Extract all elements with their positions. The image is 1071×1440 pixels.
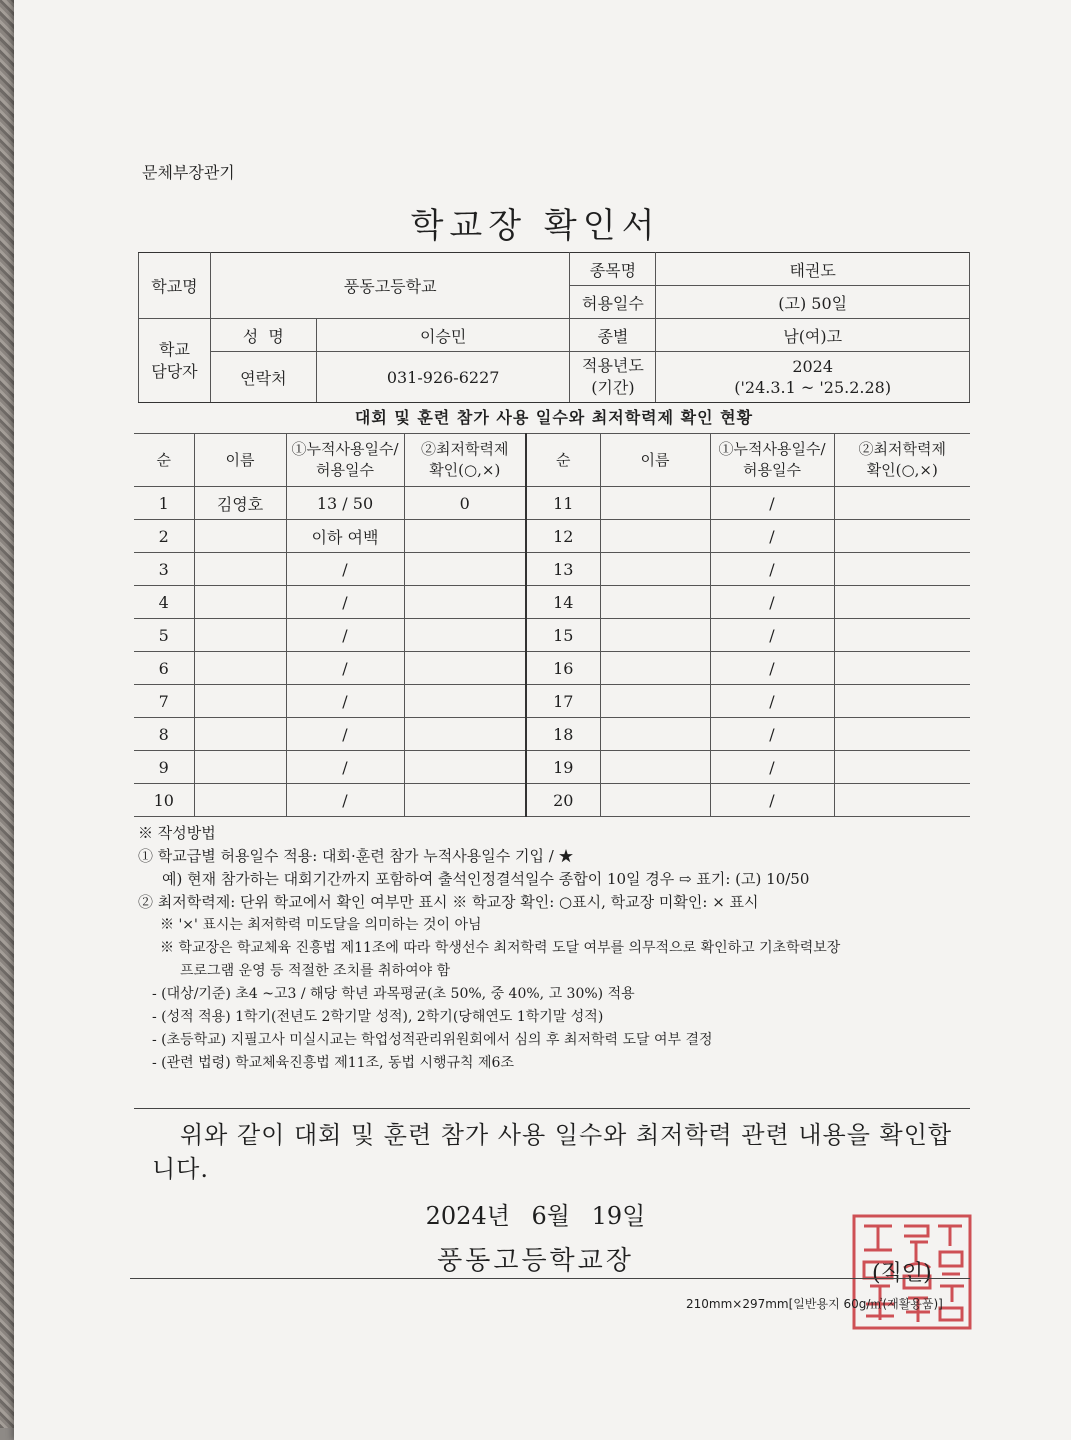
grid-header: ①누적사용일수/ 허용일수 (286, 434, 404, 487)
grid-cell-check1 (404, 652, 526, 685)
grid-cell-name1 (194, 652, 286, 685)
grid-cell-days2: / (710, 586, 834, 619)
grid-cell-n2: 13 (526, 553, 600, 586)
table-row (134, 718, 970, 751)
table-row (134, 685, 970, 718)
grid-cell-check2 (834, 586, 970, 619)
grid-cell-name1 (194, 553, 286, 586)
grid-cell-days1: / (286, 685, 404, 718)
table-row (134, 619, 970, 652)
grid-cell-check1 (404, 553, 526, 586)
grid-cell-check1: 0 (404, 487, 526, 520)
grid-cell-n2: 16 (526, 652, 600, 685)
grid-cell-n2: 18 (526, 718, 600, 751)
grid-cell-check2 (834, 487, 970, 520)
note-2-b: ※ 학교장은 학교체육 진흥법 제11조에 따라 학생선수 최저학력 도달 여부를 의무적으로 확인하고 기초학력보장 (160, 940, 841, 956)
grid-cell-days1: / (286, 751, 404, 784)
grid-cell-name2 (600, 652, 710, 685)
grid-cell-n2: 11 (526, 487, 600, 520)
table-row (134, 553, 970, 586)
grid-cell-name2 (600, 586, 710, 619)
issue-date: 2024년 6월 19일 (425, 1202, 646, 1230)
table-row (134, 784, 970, 817)
grid-cell-n1: 9 (134, 751, 194, 784)
divider (130, 1278, 970, 1279)
table-row (134, 520, 970, 553)
grid-cell-days2: / (710, 751, 834, 784)
paper-spec-footer: 210mm×297mm[일반용지 60g/㎡(재활용품)] (686, 1297, 943, 1311)
grid-cell-check1 (404, 751, 526, 784)
instructions (138, 822, 978, 1075)
note-2-a: ※ '×' 표시는 최저학력 미도달을 의미하는 것이 아님 (160, 917, 482, 933)
divider (134, 1108, 970, 1109)
grid-cell-days1: / (286, 784, 404, 817)
grid-cell-check2 (834, 685, 970, 718)
grid-cell-name1 (194, 718, 286, 751)
grid-cell-n1: 8 (134, 718, 194, 751)
grid-cell-name1: 김영호 (194, 487, 286, 520)
notes-heading: ※ 작성방법 (138, 824, 216, 842)
table-row (134, 487, 970, 520)
detail-4: - (관련 법령) 학교체육진흥법 제11조, 동법 시행규칙 제6조 (152, 1055, 514, 1071)
allowed-value: (고) 50일 (656, 286, 970, 319)
form-label: 문체부장관기 (142, 163, 235, 182)
grid-header: 이름 (600, 434, 710, 487)
grid-cell-check2 (834, 718, 970, 751)
grid-cell-n2: 12 (526, 520, 600, 553)
gender-label: 종별 (570, 319, 656, 352)
grid-header: 순 (134, 434, 194, 487)
grid-cell-days2: / (710, 718, 834, 751)
year-value: 2024 (792, 357, 834, 376)
gender-value: 남(여)고 (656, 319, 970, 352)
sport-label: 종목명 (570, 253, 656, 286)
table-row (134, 586, 970, 619)
table-row (134, 751, 970, 784)
school-name: 풍동고등학교 (210, 253, 570, 319)
contact-label: 연락처 (210, 352, 316, 403)
note-2-c: 프로그램 운영 등 적절한 조치를 취하여야 함 (180, 963, 451, 979)
period-value: ('24.3.1 ~ '25.2.28) (734, 378, 892, 397)
grid-cell-name2 (600, 685, 710, 718)
grid-cell-n1: 10 (134, 784, 194, 817)
grid-cell-days2: / (710, 619, 834, 652)
grid-cell-check2 (834, 751, 970, 784)
grid-cell-name1 (194, 586, 286, 619)
grid-cell-name2 (600, 520, 710, 553)
detail-1: - (대상/기준) 초4 ~고3 / 해당 학년 과목평균(초 50%, 중 40%, 고 30%) 적용 (152, 986, 635, 1002)
name-label: 성 명 (210, 319, 316, 352)
grid-cell-days2: / (710, 652, 834, 685)
sport-value: 태권도 (656, 253, 970, 286)
grid-cell-check2 (834, 652, 970, 685)
usage-grid (134, 433, 970, 817)
grid-cell-n2: 15 (526, 619, 600, 652)
grid-cell-check1 (404, 520, 526, 553)
grid-cell-check1 (404, 784, 526, 817)
grid-header: ②최저학력제 확인(○,×) (404, 434, 526, 487)
info-table (138, 252, 970, 403)
contact-value: 031-926-6227 (316, 352, 570, 403)
note-2: ② 최저학력제: 단위 학교에서 확인 여부만 표시 ※ 학교장 확인: ○표시, 학교장 미확인: × 표시 (138, 893, 759, 911)
grid-cell-name2 (600, 784, 710, 817)
year-cell (656, 352, 970, 403)
detail-3: - (초등학교) 지필고사 미실시교는 학업성적관리위원회에서 심의 후 최저학력 도달 여부 결정 (152, 1032, 713, 1048)
grid-cell-n2: 17 (526, 685, 600, 718)
grid-cell-n1: 7 (134, 685, 194, 718)
grid-cell-check1 (404, 619, 526, 652)
grid-header: ①누적사용일수/ 허용일수 (710, 434, 834, 487)
grid-cell-name2 (600, 487, 710, 520)
confirmation-statement: 위와 같이 대회 및 훈련 참가 사용 일수와 최저학력 관련 내용을 확인합니다. (152, 1121, 953, 1183)
section-title: 대회 및 훈련 참가 사용 일수와 최저학력제 확인 현황 (138, 402, 970, 434)
principal-title: 풍동고등학교장 (437, 1246, 634, 1276)
grid-cell-check1 (404, 718, 526, 751)
grid-header: 순 (526, 434, 600, 487)
grid-cell-check2 (834, 553, 970, 586)
grid-cell-name1 (194, 751, 286, 784)
grid-cell-days1: / (286, 619, 404, 652)
grid-cell-days2: / (710, 784, 834, 817)
grid-cell-n2: 20 (526, 784, 600, 817)
grid-cell-n1: 2 (134, 520, 194, 553)
grid-cell-name2 (600, 751, 710, 784)
allowed-label: 허용일수 (570, 286, 656, 319)
grid-cell-name1 (194, 784, 286, 817)
table-row (134, 652, 970, 685)
grid-header: ②최저학력제 확인(○,×) (834, 434, 970, 487)
grid-cell-name2 (600, 553, 710, 586)
grid-cell-days1: / (286, 586, 404, 619)
grid-cell-n1: 6 (134, 652, 194, 685)
document-title: 학교장 확인서 (410, 206, 661, 246)
name-value: 이승민 (316, 319, 570, 352)
grid-cell-days1: / (286, 652, 404, 685)
grid-cell-days1: 이하 여백 (286, 520, 404, 553)
grid-cell-days1: / (286, 718, 404, 751)
grid-cell-check1 (404, 586, 526, 619)
grid-cell-n2: 19 (526, 751, 600, 784)
grid-cell-n2: 14 (526, 586, 600, 619)
grid-cell-n1: 3 (134, 553, 194, 586)
grid-header-row (134, 434, 970, 487)
grid-cell-days2: / (710, 487, 834, 520)
school-label: 학교명 (139, 253, 211, 319)
grid-cell-n1: 4 (134, 586, 194, 619)
seal-label: (직인) (872, 1261, 932, 1286)
grid-cell-check2 (834, 784, 970, 817)
grid-cell-name1 (194, 685, 286, 718)
grid-cell-n1: 5 (134, 619, 194, 652)
grid-cell-n1: 1 (134, 487, 194, 520)
grid-cell-days2: / (710, 520, 834, 553)
note-1-example: 예) 현재 참가하는 대회기간까지 포함하여 출석인정결석일수 종합이 10일 경우 ⇨ 표기: (고) 10/50 (162, 870, 810, 888)
manager-label: 학교 담당자 (139, 319, 211, 403)
grid-cell-name2 (600, 619, 710, 652)
grid-header: 이름 (194, 434, 286, 487)
grid-cell-check2 (834, 520, 970, 553)
detail-2: - (성적 적용) 1학기(전년도 2학기말 성적), 2학기(당해연도 1학기말 성적) (152, 1009, 604, 1025)
grid-cell-check2 (834, 619, 970, 652)
grid-cell-days2: / (710, 685, 834, 718)
year-label: 적용년도 (기간) (570, 352, 656, 403)
grid-cell-days2: / (710, 553, 834, 586)
grid-cell-days1: 13 / 50 (286, 487, 404, 520)
grid-cell-name2 (600, 718, 710, 751)
note-1: ① 학교급별 허용일수 적용: 대회·훈련 참가 누적사용일수 기입 / ★ (138, 847, 574, 865)
grid-cell-check1 (404, 685, 526, 718)
grid-cell-days1: / (286, 553, 404, 586)
grid-cell-name1 (194, 520, 286, 553)
grid-cell-name1 (194, 619, 286, 652)
